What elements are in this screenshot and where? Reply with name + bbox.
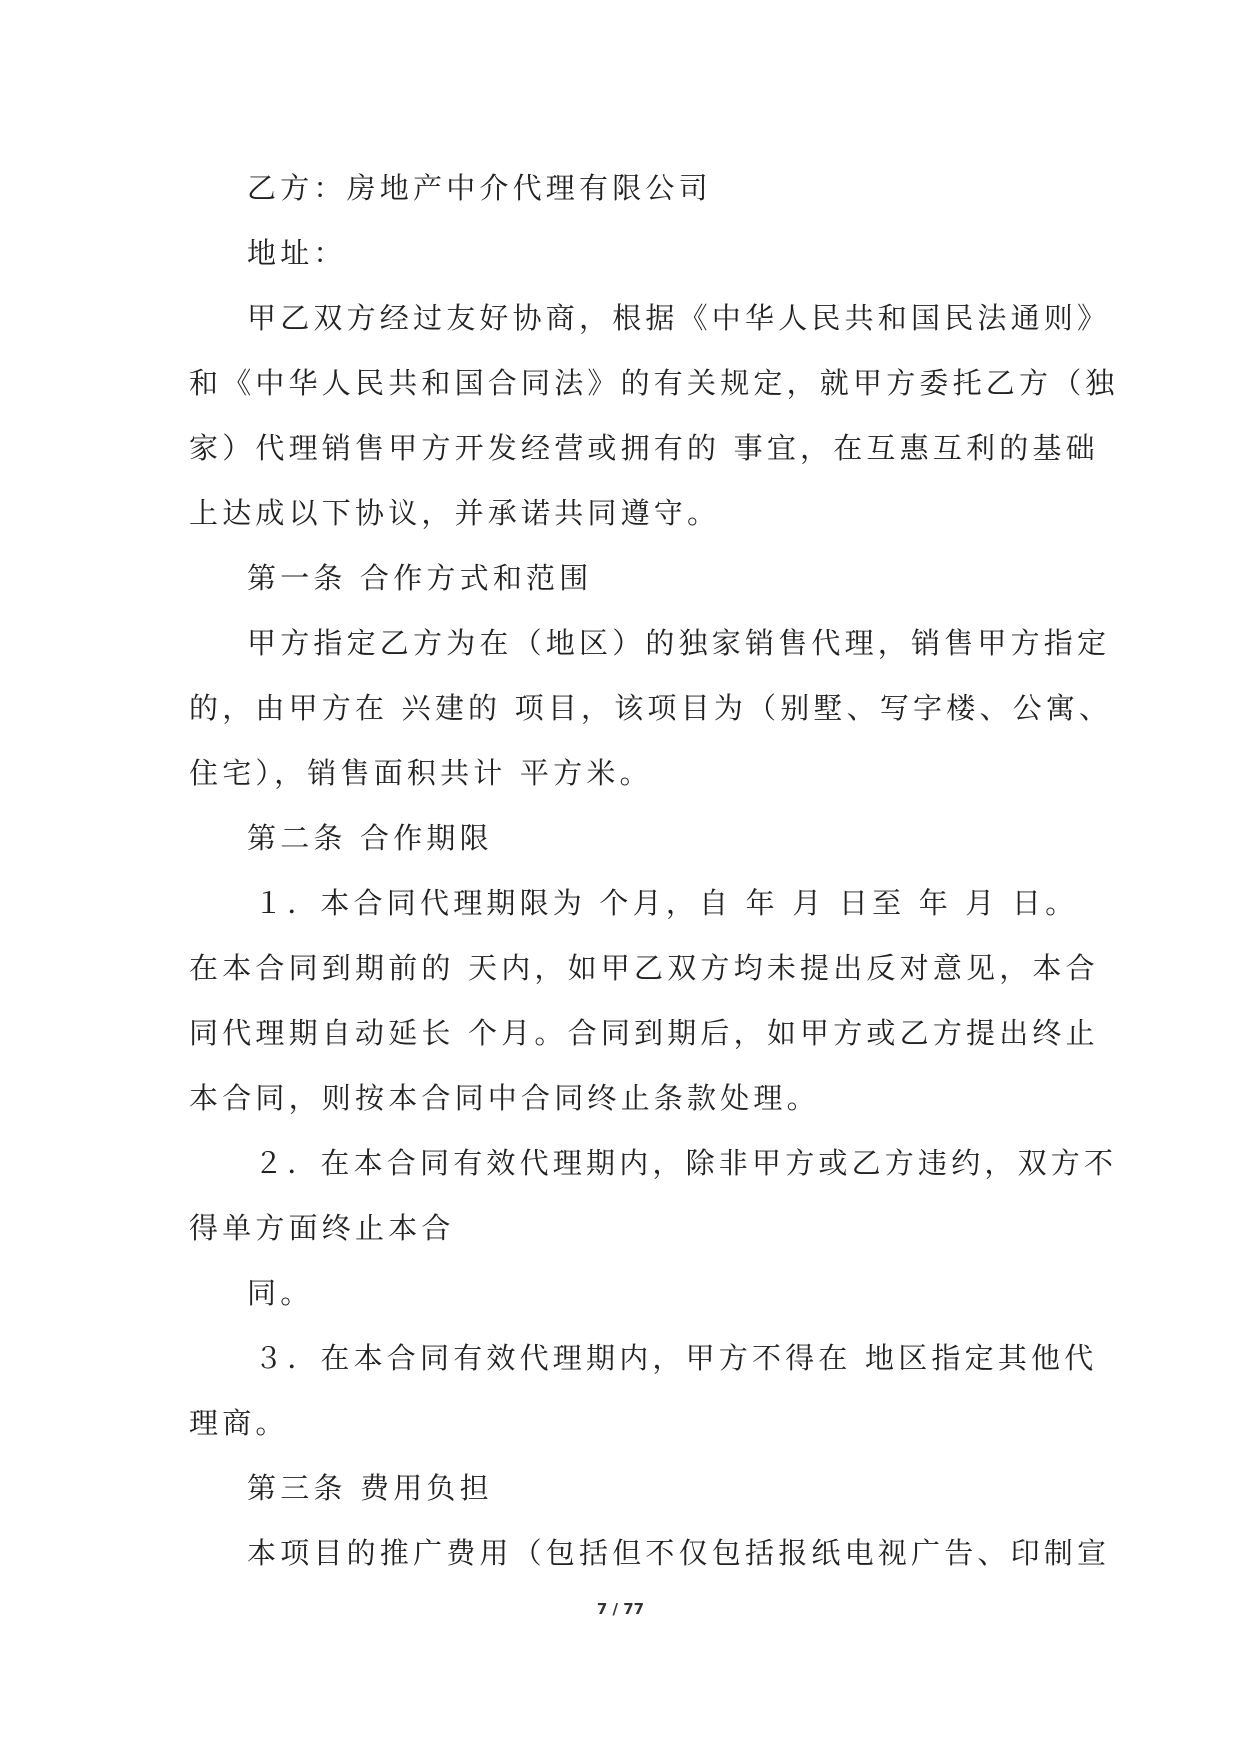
paragraph-line: 在本合同到期前的 天内，如甲乙双方均未提出反对意见，本合 bbox=[189, 951, 1099, 985]
page-number: 7 / 77 bbox=[596, 1600, 645, 1618]
article-3-heading: 第三条 费用负担 bbox=[247, 1471, 493, 1505]
paragraph-line: 本项目的推广费用（包括但不仅包括报纸电视广告、印制宣 bbox=[247, 1536, 1111, 1570]
article-1-heading: 第一条 合作方式和范围 bbox=[247, 561, 593, 595]
address-line: 地址： bbox=[247, 236, 347, 270]
paragraph-line: 理商。 bbox=[189, 1406, 289, 1440]
clause-2-line: ２．在本合同有效代理期内，除非甲方或乙方违约，双方不 bbox=[254, 1146, 1118, 1180]
paragraph-line: 的，由甲方在 兴建的 项目，该项目为（别墅、写字楼、公寓、 bbox=[189, 691, 1113, 725]
paragraph-line: 得单方面终止本合 bbox=[189, 1211, 455, 1245]
clause-3-line: ３．在本合同有效代理期内，甲方不得在 地区指定其他代 bbox=[254, 1341, 1098, 1375]
document-body bbox=[189, 156, 1119, 1586]
paragraph-line: 住宅），销售面积共计 平方米。 bbox=[189, 756, 653, 790]
paragraph-line: 上达成以下协议，并承诺共同遵守。 bbox=[189, 496, 721, 530]
paragraph-line: 甲乙双方经过友好协商，根据《中华人民共和国民法通则》 bbox=[247, 301, 1111, 335]
paragraph-line: 同。 bbox=[247, 1276, 314, 1310]
paragraph-line: 和《中华人民共和国合同法》的有关规定，就甲方委托乙方（独 bbox=[189, 366, 1119, 400]
paragraph-line: 本合同，则按本合同中合同终止条款处理。 bbox=[189, 1081, 820, 1115]
paragraph-line: 家）代理销售甲方开发经营或拥有的 事宜，在互惠互利的基础 bbox=[189, 431, 1099, 465]
paragraph-line: 同代理期自动延长 个月。合同到期后，如甲方或乙方提出终止 bbox=[189, 1016, 1099, 1050]
article-2-heading: 第二条 合作期限 bbox=[247, 821, 493, 855]
party-b-line: 乙方：房地产中介代理有限公司 bbox=[247, 171, 712, 205]
clause-1-line: １．本合同代理期限为 个月，自 年 月 日至 年 月 日。 bbox=[254, 886, 1079, 920]
paragraph-line: 甲方指定乙方为在（地区）的独家销售代理，销售甲方指定 bbox=[247, 626, 1111, 660]
